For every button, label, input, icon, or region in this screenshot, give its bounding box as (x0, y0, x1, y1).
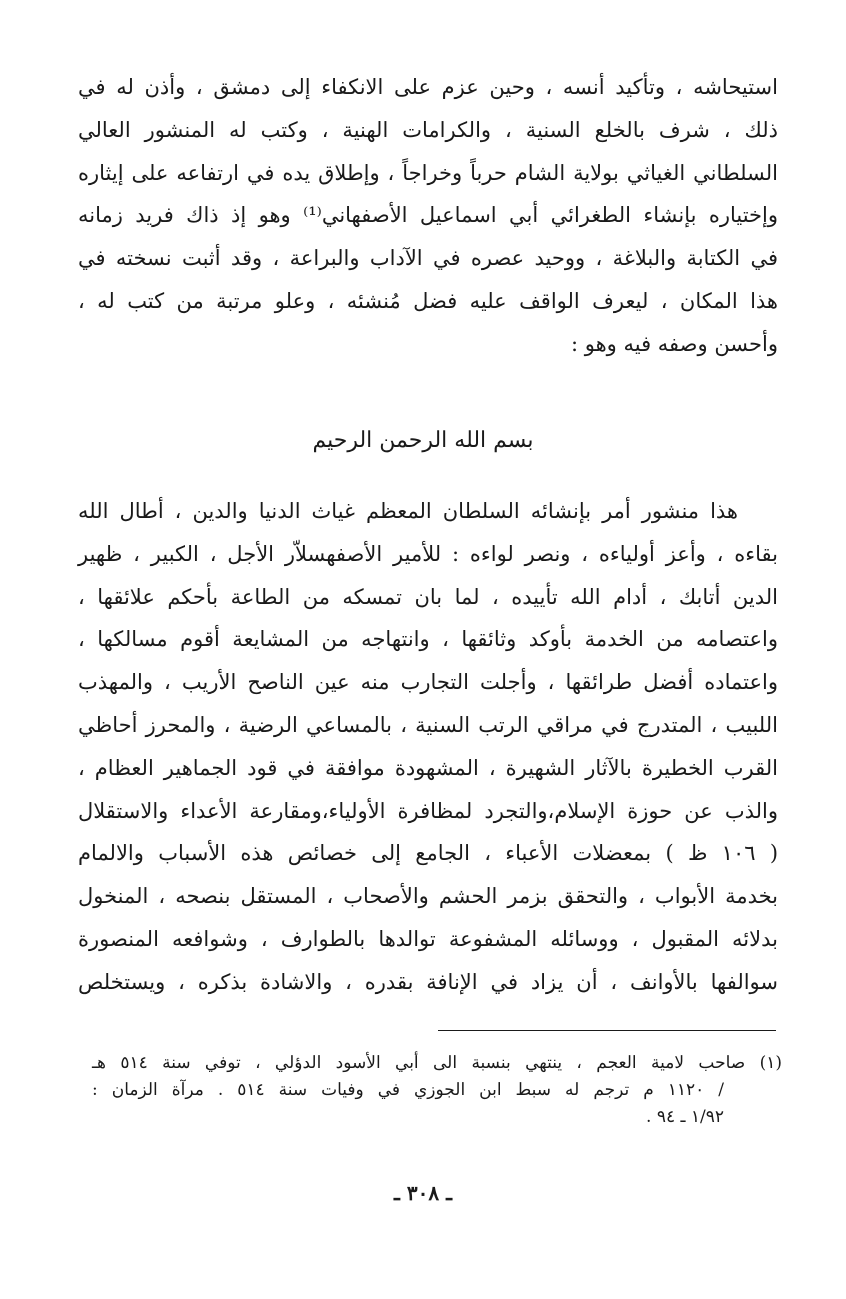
text-line: ذلك ، شرف بالخلع السنية ، والكرامات الهنية ، وكتب له المنشور العالي (78, 117, 778, 142)
text-line: وأحسن وصفه فيه وهو : (570, 331, 778, 356)
text-line: هذا المكان ، ليعرف الواقف عليه فضل مُنشئه ، وعلو مرتبة من كتب له ، (78, 288, 778, 313)
text-line: السلطاني الغياثي بولاية الشام حرباً وخراجاً ، وإطلاق يده في ارتفاعه على إيثاره (78, 160, 778, 185)
paragraph-main (78, 490, 778, 1004)
text-line: والذب عن حوزة الإسلام،والتجرد لمظافرة الأولياء،ومقارعة الأعداء والاستقلال (78, 798, 778, 823)
text-line: بدلائه المقبول ، ووسائله المشفوعة توالدها بالطوارف ، وشوافعه المنصورة (78, 926, 778, 951)
text-line: ( ١٠٦ ظ ) بمعضلات الأعباء ، الجامع إلى خصائص هذه الأسباب والالمام (78, 841, 779, 866)
text-line: اللبيب ، المتدرج في مراقي الرتب السنية ، بالمساعي الرضية ، والمحرز أحاظي (78, 712, 778, 737)
footnote-line: ١/٩٢ ـ ٩٤ . (646, 1107, 724, 1127)
text-line: هذا منشور أمر بإنشائه السلطان المعظم غياث الدنيا والدين ، أطال الله (78, 499, 738, 523)
footnote-separator (438, 1030, 776, 1031)
text-line: استيحاشه ، وتأكيد أنسه ، وحين عزم على الانكفاء إلى دمشق ، وأذن له في (78, 75, 778, 99)
text-line: وإختياره بإنشاء الطغرائي أبي اسماعيل الأصفهاني⁽¹⁾ وهو إذ ذاك فريد زمانه (78, 203, 778, 228)
text-line: بقاءه ، وأعز أولياءه ، ونصر لواءه : للأمير الأصفهسلاّر الأجل ، الكبير ، ظهير (78, 541, 778, 566)
paragraph-top (78, 66, 778, 366)
text-line: الدين أتابك ، أدام الله تأييده ، لما بان تمسكه من الطاعة بأحكم علائقها ، (78, 584, 778, 609)
basmala-heading: بسم الله الرحمن الرحيم (312, 428, 534, 453)
text-line: القرب الخطيرة بالآثار الشهيرة ، المشهودة موافقة في قود الجماهير العظام ، (78, 755, 778, 780)
text-line: في الكتابة والبلاغة ، ووحيد عصره في الآداب والبراعة ، وقد أثبت نسخته في (78, 246, 778, 271)
text-line: واعتصامه من الخدمة بأوكد وثائقها ، وانتهاجه من المشايعة أقوم مسالكها ، (78, 627, 778, 652)
footnote-line: / ١١٢٠ م ترجم له سبط ابن الجوزي في وفيات سنة ٥١٤ . مرآة الزمان : (92, 1080, 724, 1100)
footnote-line: (١) صاحب لامية العجم ، ينتهي بنسبة الى أبي الأسود الدؤلي ، توفي سنة ٥١٤ هـ (92, 1053, 782, 1073)
footnote (92, 1050, 782, 1131)
text-line: واعتماده أفضل طرائقها ، وأجلت التجارب منه عين الناصح الأريب ، والمهذب (78, 670, 778, 695)
text-line: سوالفها بالأوانف ، أن يزاد في الإنافة بقدره ، والاشادة بذكره ، ويستخلص (78, 969, 778, 994)
text-line: بخدمة الأبواب ، والتحقق بزمر الحشم والأصحاب ، المستقل بنصحه ، المنخول (78, 884, 778, 909)
page-number: ـ ٣٠٨ ـ (394, 1181, 452, 1205)
